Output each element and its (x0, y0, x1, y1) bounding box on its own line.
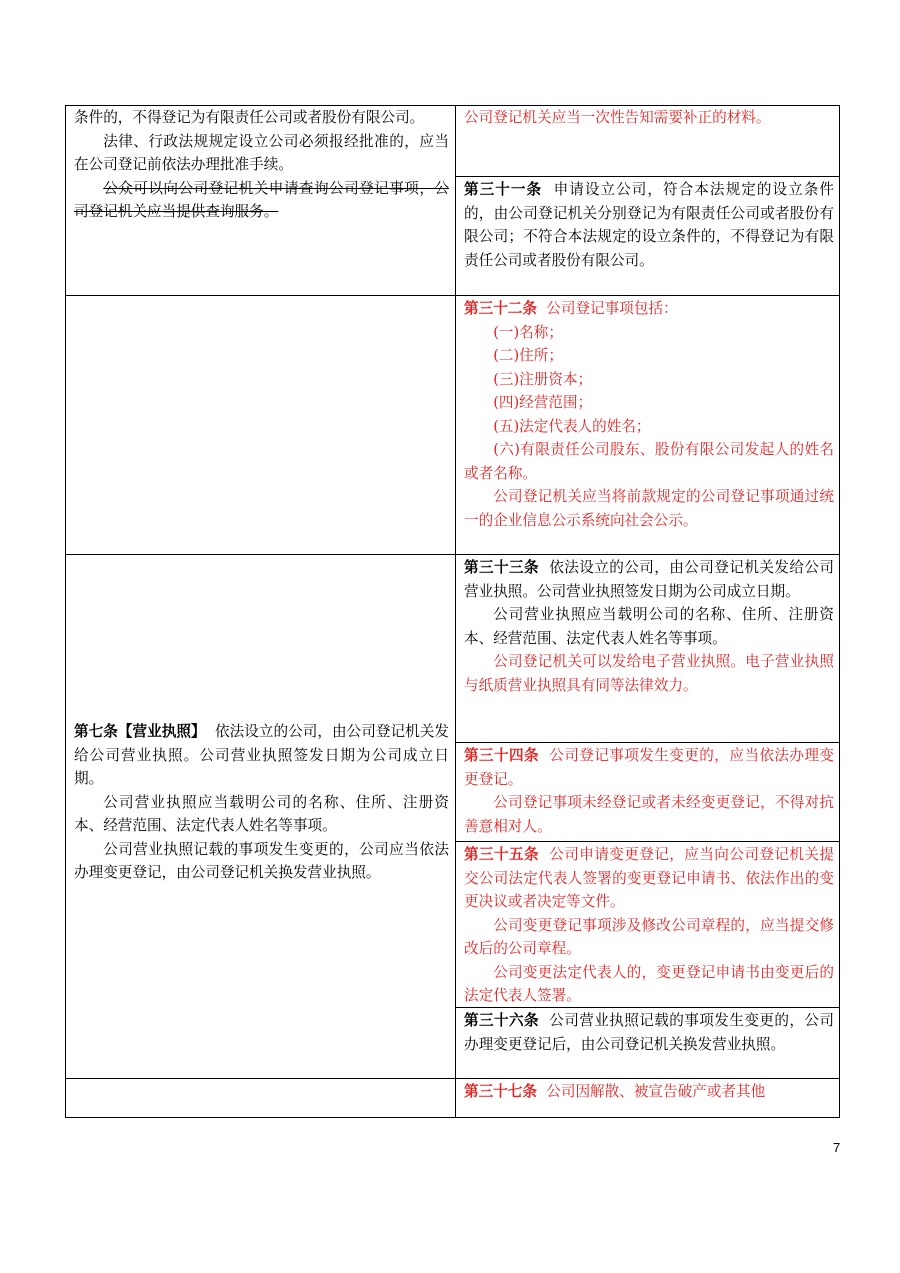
article-text: 公司申请变更登记，应当向公司登记机关提交公司法定代表人签署的变更登记申请书、依法作出的变更决议或者决定等文件。 (464, 846, 834, 910)
article-text: 公司登记事项包括： (546, 300, 678, 317)
paragraph: 法律、行政法规规定设立公司必须报经批准的，应当在公司登记前依法办理批准手续。 (74, 132, 449, 173)
cell-divider (455, 841, 840, 842)
paragraph: 公司营业执照应当载明公司的名称、住所、注册资本、经营范围、法定代表人姓名等事项。 (464, 606, 834, 647)
cell-divider (455, 742, 840, 743)
new-law-cell-2 (456, 297, 840, 532)
article-31 (464, 178, 834, 272)
comparison-table (65, 105, 840, 1118)
new-law-cell-1b (456, 178, 840, 272)
article-text: 公司营业执照记载的事项发生变更的，公司办理变更登记后，由公司登记机关换发营业执照。 (464, 1012, 834, 1053)
row-divider (65, 554, 840, 555)
article-heading: 第三十七条 (464, 1083, 537, 1100)
paragraph: 公司营业执照记载的事项发生变更的，公司应当依法办理变更登记，由公司登记机关换发营业执照。 (74, 840, 449, 881)
old-law-cell-3 (66, 720, 455, 885)
row-divider (65, 295, 840, 296)
new-law-cell-3d (456, 1009, 840, 1056)
paragraph: 公司变更法定代表人的，变更登记申请书由变更后的法定代表人签署。 (464, 963, 834, 1004)
page-number: 7 (833, 1140, 841, 1155)
article-37 (464, 1080, 834, 1104)
paragraph: 公司变更登记事项涉及修改公司章程的，应当提交修改后的公司章程。 (464, 916, 834, 957)
paragraph: 公司营业执照应当载明公司的名称、住所、注册资本、经营范围、法定代表人姓名等事项。 (74, 793, 449, 834)
new-law-cell-3b (456, 744, 840, 838)
article-heading: 第三十四条 (464, 747, 540, 764)
paragraph: 公司登记机关可以发给电子营业执照。电子营业执照与纸质营业执照具有同等法律效力。 (464, 653, 834, 694)
article-32 (464, 297, 834, 321)
paragraph: 公司登记机关应当一次性告知需要补正的材料。 (464, 109, 771, 126)
article-heading: 第三十三条 (464, 559, 540, 576)
paragraph: 公司登记机关应当将前款规定的公司登记事项通过统一的企业信息公示系统向社会公示。 (464, 488, 834, 529)
old-law-cell-1 (66, 106, 455, 224)
article-36 (464, 1009, 834, 1056)
article-heading: 第三十一条 (464, 181, 543, 198)
new-law-cell-4 (456, 1080, 840, 1104)
article-heading: 第三十五条 (464, 846, 540, 863)
list-item: (二)住所； (493, 347, 563, 364)
paragraph: 公司登记事项未经登记或者未经变更登记，不得对抗善意相对人。 (464, 794, 834, 835)
new-law-cell-3c (456, 843, 840, 1008)
article-7 (74, 720, 449, 791)
deleted-paragraph: 公众可以向公司登记机关申请查询公司登记事项，公司登记机关应当提供查询服务。 (74, 179, 449, 220)
list-item: (三)注册资本； (493, 370, 593, 388)
article-text: 依法设立的公司，由公司登记机关发给公司营业执照。公司营业执照签发日期为公司成立日期。 (464, 559, 834, 600)
row-divider (65, 1078, 840, 1079)
article-heading: 第三十六条 (464, 1012, 540, 1029)
list-item: (五)法定代表人的姓名； (493, 417, 651, 435)
article-text: 申请设立公司，符合本法规定的设立条件的，由公司登记机关分别登记为有限责任公司或者股份有限公司；不符合本法规定的设立条件的，不得登记为有限责任公司或者股份有限公司。 (464, 181, 834, 269)
list-item: (四)经营范围； (493, 394, 593, 411)
new-law-cell-3a (456, 556, 840, 697)
list-item: (六)有限责任公司股东、股份有限公司发起人的姓名或者名称。 (464, 441, 834, 482)
article-34 (464, 744, 834, 791)
new-law-cell-1a (456, 106, 840, 130)
article-text: 公司登记事项发生变更的，应当依法办理变更登记。 (464, 747, 834, 788)
article-text: 公司因解散、被宣告破产或者其他 (546, 1083, 766, 1100)
list-item: (一)名称； (493, 323, 563, 341)
article-heading: 第三十二条 (464, 300, 537, 317)
cell-divider (455, 176, 840, 177)
article-33 (464, 556, 834, 603)
paragraph: 条件的，不得登记为有限责任公司或者股份有限公司。 (74, 109, 425, 126)
article-heading: 第七条【营业执照】 (74, 723, 206, 740)
article-text: 依法设立的公司，由公司登记机关发给公司营业执照。公司营业执照签发日期为公司成立日期。 (74, 723, 449, 787)
article-35 (464, 843, 834, 914)
